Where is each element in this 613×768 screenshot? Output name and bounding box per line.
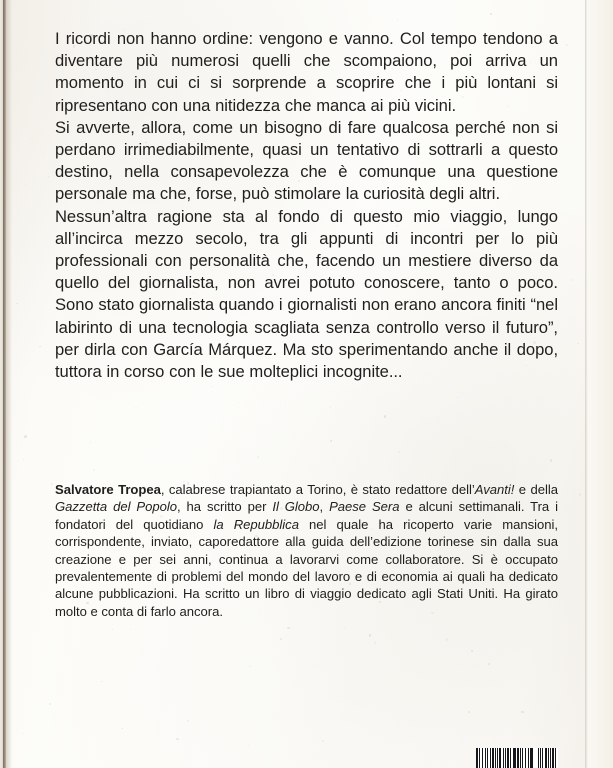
blurb-paragraph-3: Nessun’altra ragione sta al fondo di questo mio viaggio, lungo all’incirca mezzo secolo, tra gli appunti di incontri per lo più professionali con personalità che, facendo un mestiere diverso da quello del giornalista, non avrei potuto conoscere, tanto o poco. Sono stato giornalista quando i giornalisti non erano ancora finiti “nel labirinto di una tecnologia scagliata senza controllo verso il futuro”, per dirla con García Márquez. Ma sto sperimentando anche il dopo, tuttora in corso con le sue molteplici incognite... (55, 206, 558, 382)
page-right-margin-area (588, 0, 613, 768)
barcode-bar (556, 748, 558, 768)
publication-title: Avanti! (474, 482, 515, 497)
publication-title: Gazzetta del Popolo (55, 499, 177, 515)
page-right-edge-line (585, 0, 587, 768)
bio-text-run: nel quale ha ricoperto varie mansioni, corrispondente, inviato, caporedattore alla guida dell’edizione torinese sin dalla sua creazione e per sei anni, continua a lavorarvi come collaboratore. Si è occupato prevalentemente di problemi del mondo del lavoro e di economia ai quali ha dedicato alcune pubblicazioni. Ha scritto un libro di viaggio dedicato agli Stati Uniti. Ha girato molto e conta di farlo ancora. (55, 516, 558, 619)
blurb-paragraph-2: Si avverte, allora, come un bisogno di fare qualcosa perché non si perdano irrimediabilmente, quasi un tentativo di sottrarli a questo destino, nella consapevolezza che è comunque una questione personale ma che, forse, può stimolare la curiosità degli altri. (55, 117, 558, 204)
spine-shadow-soft (6, 0, 12, 768)
barcode (476, 748, 558, 768)
bio-text-run: , (319, 499, 330, 515)
author-bio-paragraph (55, 481, 558, 620)
blurb-paragraph-1: I ricordi non hanno ordine: vengono e vanno. Col tempo tendono a diventare più numerosi quelli che scompaiono, poi arriva un momento in cui ci si sorprende a scoprire che i più lontani si ripresentano con una nitidezza che manca ai più vicini. (55, 29, 558, 115)
author-bio-block (55, 481, 558, 620)
publication-title: la Repubblica (213, 516, 299, 532)
author-name: Salvatore Tropea (55, 482, 161, 497)
publication-title: Paese Sera (329, 499, 400, 515)
blurb-text-block (55, 28, 558, 383)
bio-text-run: e della (514, 482, 558, 497)
bio-text-run: , ha scritto per (176, 499, 273, 515)
bio-text-run: , calabrese trapiantato a Torino, è stato redattore dell’ (160, 482, 475, 497)
publication-title: Il Globo (272, 499, 320, 515)
bio-text-run: e alcuni settimanali. Tra i fondatori del quotidiano (55, 499, 558, 532)
